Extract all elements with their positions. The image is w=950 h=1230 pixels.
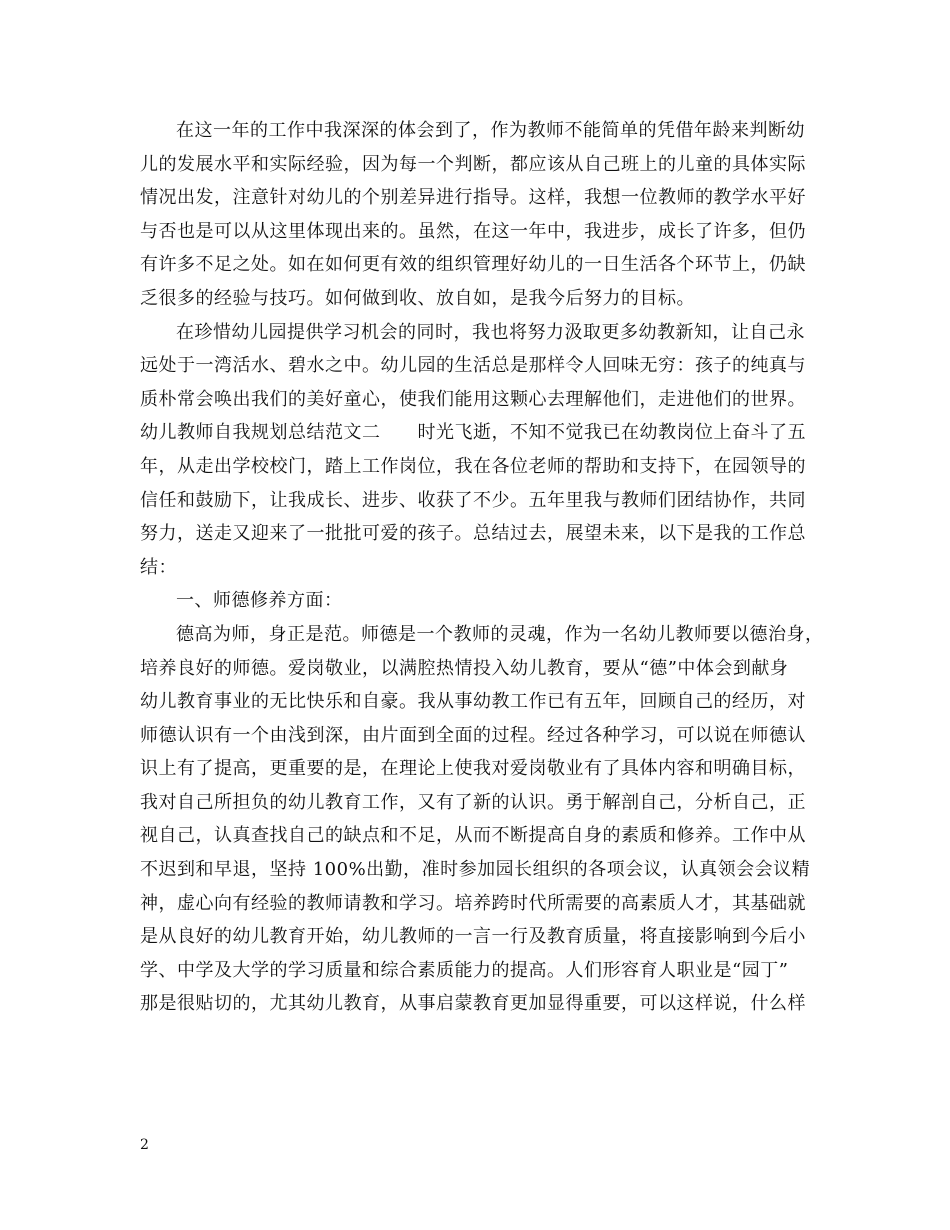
text-line: 情况出发，注意针对幼儿的个别差异进行指导。这样，我想一位教师的教学水平好: [140, 187, 806, 209]
text-line: 年，从走出学校校门，踏上工作岗位，我在各位老师的帮助和支持下，在园领导的: [140, 455, 806, 477]
text-line: 有许多不足之处。如在如何更有效的组织管理好幼儿的一日生活各个环节上，仍缺: [140, 254, 806, 276]
text-line: 我对自己所担负的幼儿教育工作，又有了新的认识。勇于解剖自己，分析自己，正: [140, 791, 806, 813]
text-line: 幼儿教育事业的无比快乐和自豪。我从事幼教工作已有五年，回顾自己的经历，对: [140, 691, 806, 713]
page-number: 2: [140, 1137, 149, 1153]
body-text: [140, 114, 824, 1021]
text-line: 信任和鼓励下，让我成长、进步、收获了不少。五年里我与教师们团结协作，共同: [140, 489, 806, 511]
text-line: 努力，送走又迎来了一批批可爱的孩子。总结过去，展望未来，以下是我的工作总: [140, 523, 806, 545]
text-line: 在珍惜幼儿园提供学习机会的同时，我也将努力汲取更多幼教新知，让自己永: [176, 321, 805, 343]
text-line: 培养良好的师德。爱岗敬业，以满腔热情投入幼儿教育，要从“德”中体会到献身: [140, 657, 789, 679]
text-line: 结：: [140, 556, 177, 578]
text-line: 不迟到和早退，坚持 100%出勤，准时参加园长组织的各项会议，认真领会会议精: [140, 859, 811, 881]
text-line: 视自己，认真查找自己的缺点和不足，从而不断提高自身的素质和修养。工作中从: [140, 825, 806, 847]
text-line: 幼儿教师自我规划总结范文二 时光飞逝，不知不觉我已在幼教岗位上奋斗了五: [140, 422, 806, 444]
text-line: 与否也是可以从这里体现出来的。虽然，在这一年中，我进步，成长了许多，但仍: [140, 220, 806, 242]
text-line: 师德认识有一个由浅到深，由片面到全面的过程。经过各种学习，可以说在师德认: [140, 724, 806, 746]
text-line: 是从良好的幼儿教育开始，幼儿教师的一言一行及教育质量，将直接影响到今后小: [140, 926, 806, 948]
text-line: 德高为师，身正是范。师德是一个教师的灵魂，作为一名幼儿教师要以德治身，: [176, 623, 824, 645]
text-line: 儿的发展水平和实际经验，因为每一个判断，都应该从自己班上的儿童的具体实际: [140, 153, 806, 175]
text-line: 识上有了提高，更重要的是，在理论上使我对爱岗敬业有了具体内容和明确目标，: [140, 758, 806, 780]
text-line: 乏很多的经验与技巧。如何做到收、放自如，是我今后努力的目标。: [140, 287, 695, 309]
text-line: 神，虚心向有经验的教师请教和学习。培养跨时代所需要的高素质人才，其基础就: [140, 892, 806, 914]
text-line: 远处于一湾活水、碧水之中。幼儿园的生活总是那样令人回味无穷：孩子的纯真与: [140, 355, 806, 377]
text-line: 学、中学及大学的学习质量和综合素质能力的提高。人们形容育人职业是“园丁”: [140, 959, 789, 981]
section-heading: 一、师德修养方面：: [176, 590, 343, 612]
text-line: 在这一年的工作中我深深的体会到了，作为教师不能简单的凭借年龄来判断幼: [176, 120, 805, 141]
text-line: 那是很贴切的，尤其幼儿教育，从事启蒙教育更加显得重要，可以这样说，什么样: [140, 993, 806, 1015]
text-line: 质朴常会唤出我们的美好童心，使我们能用这颗心去理解他们，走进他们的世界。: [140, 388, 806, 410]
